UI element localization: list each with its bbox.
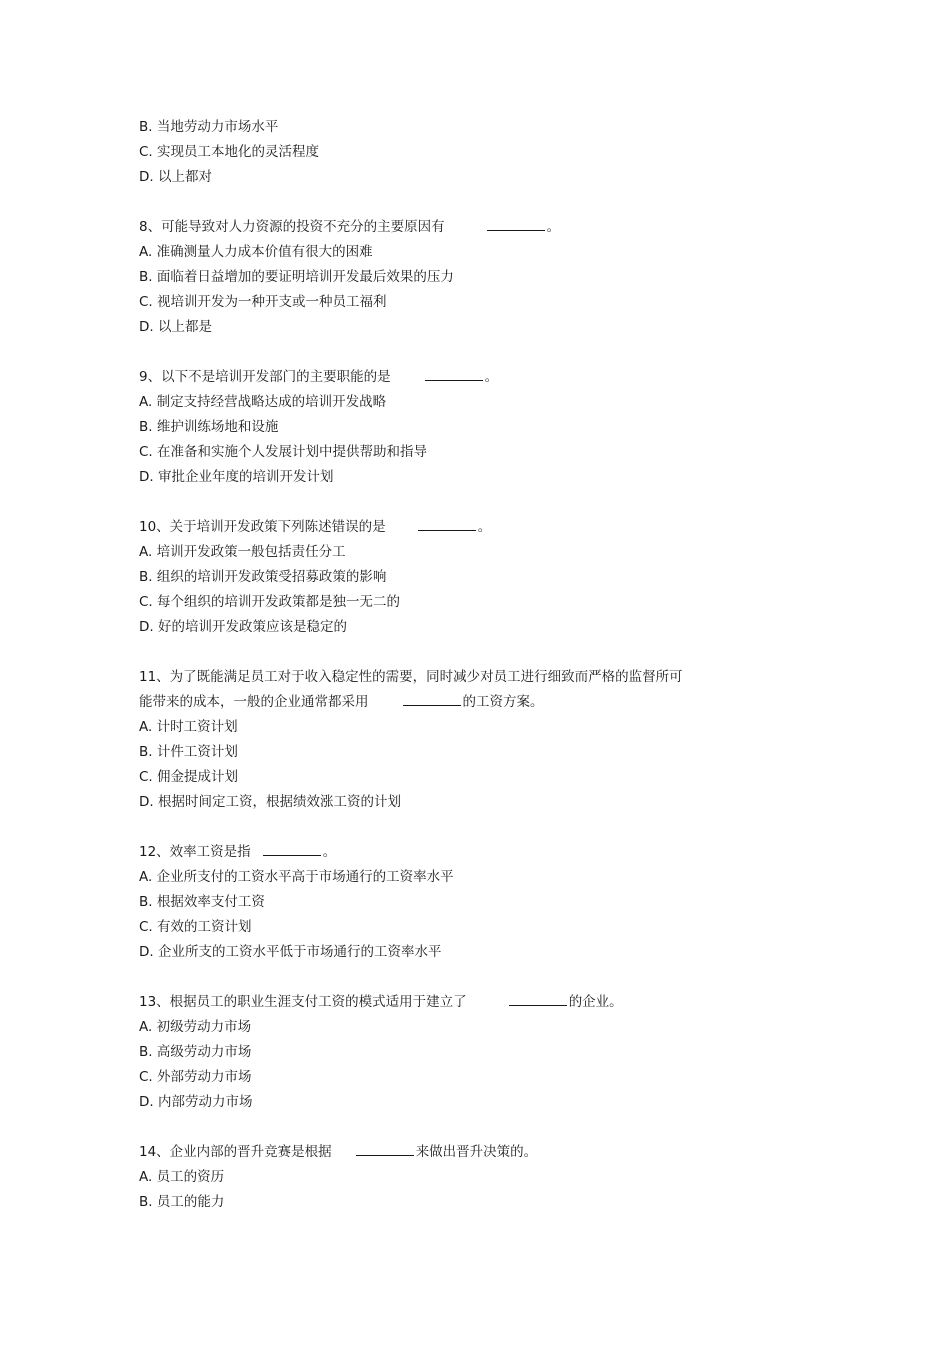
option-c: C. 外部劳动力市场 [139,1069,252,1085]
question-11-stem-line1: 11、为了既能满足员工对于收入稳定性的需要，同时减少对员工进行细致而严格的监督所可 [139,669,683,685]
option-d: D. 企业所支的工资水平低于市场通行的工资率水平 [139,944,442,960]
option-b: B. 组织的培训开发政策受招募政策的影响 [139,569,387,585]
document-page [139,115,779,1215]
option-c: C. 有效的工资计划 [139,919,252,935]
question-8-text: 8、可能导致对人力资源的投资不充分的主要原因有 [139,219,445,235]
question-12-text: 12、效率工资是指 [139,844,251,860]
question-11-stem-line2: 能带来的成本，一般的企业通常都采用 的工资方案。 [139,690,779,715]
option-b: B. 面临着日益增加的要证明培训开发最后效果的压力 [139,269,454,285]
option-d: D. 内部劳动力市场 [139,1094,253,1110]
answer-blank [403,691,461,706]
question-13-stem: 13、根据员工的职业生涯支付工资的模式适用于建立了 的企业。 [139,990,779,1015]
question-9-text: 9、以下不是培训开发部门的主要职能的是 [139,369,391,385]
option-b: B. 员工的能力 [139,1194,225,1210]
option-c: C. 佣金提成计划 [139,769,239,785]
answer-blank [418,516,476,531]
option-b: B. 高级劳动力市场 [139,1044,252,1060]
option-a: A. 制定支持经营战略达成的培训开发战略 [139,394,387,410]
option-a: A. 初级劳动力市场 [139,1019,252,1035]
option-a: A. 准确测量人力成本价值有很大的困难 [139,244,373,260]
option-c: C. 每个组织的培训开发政策都是独一无二的 [139,594,401,610]
option-c: C. 在准备和实施个人发展计划中提供帮助和指导 [139,444,428,460]
option-a: A. 培训开发政策一般包括责任分工 [139,544,346,560]
answer-blank [425,366,483,381]
option-b: B. 当地劳动力市场水平 [139,119,279,135]
answer-blank [509,991,567,1006]
question-8-stem: 8、可能导致对人力资源的投资不充分的主要原因有 。 [139,215,779,240]
option-d: D. 以上都是 [139,319,212,335]
question-10-stem: 10、关于培训开发政策下列陈述错误的是 。 [139,515,779,540]
option-a: A. 企业所支付的工资水平高于市场通行的工资率水平 [139,869,454,885]
option-d: D. 根据时间定工资，根据绩效涨工资的计划 [139,794,401,810]
option-a: A. 计时工资计划 [139,719,238,735]
option-d: D. 好的培训开发政策应该是稳定的 [139,619,347,635]
question-14-text: 14、企业内部的晋升竞赛是根据 [139,1144,332,1160]
option-c: C. 实现员工本地化的灵活程度 [139,144,320,160]
option-c: C. 视培训开发为一种开支或一种员工福利 [139,294,387,310]
option-b: B. 维护训练场地和设施 [139,419,279,435]
answer-blank [263,841,321,856]
question-14-stem: 14、企业内部的晋升竞赛是根据 来做出晋升决策的。 [139,1140,779,1165]
option-a: A. 员工的资历 [139,1169,225,1185]
question-13-text: 13、根据员工的职业生涯支付工资的模式适用于建立了 [139,994,467,1010]
question-12-stem: 12、效率工资是指 。 [139,840,779,865]
option-d: D. 以上都对 [139,169,212,185]
question-9-stem: 9、以下不是培训开发部门的主要职能的是 。 [139,365,779,390]
option-b: B. 根据效率支付工资 [139,894,265,910]
answer-blank [487,216,545,231]
option-b: B. 计件工资计划 [139,744,238,760]
question-11-text: 能带来的成本，一般的企业通常都采用 [139,694,369,710]
answer-blank [356,1141,414,1156]
option-d: D. 审批企业年度的培训开发计划 [139,469,334,485]
question-10-text: 10、关于培训开发政策下列陈述错误的是 [139,519,386,535]
